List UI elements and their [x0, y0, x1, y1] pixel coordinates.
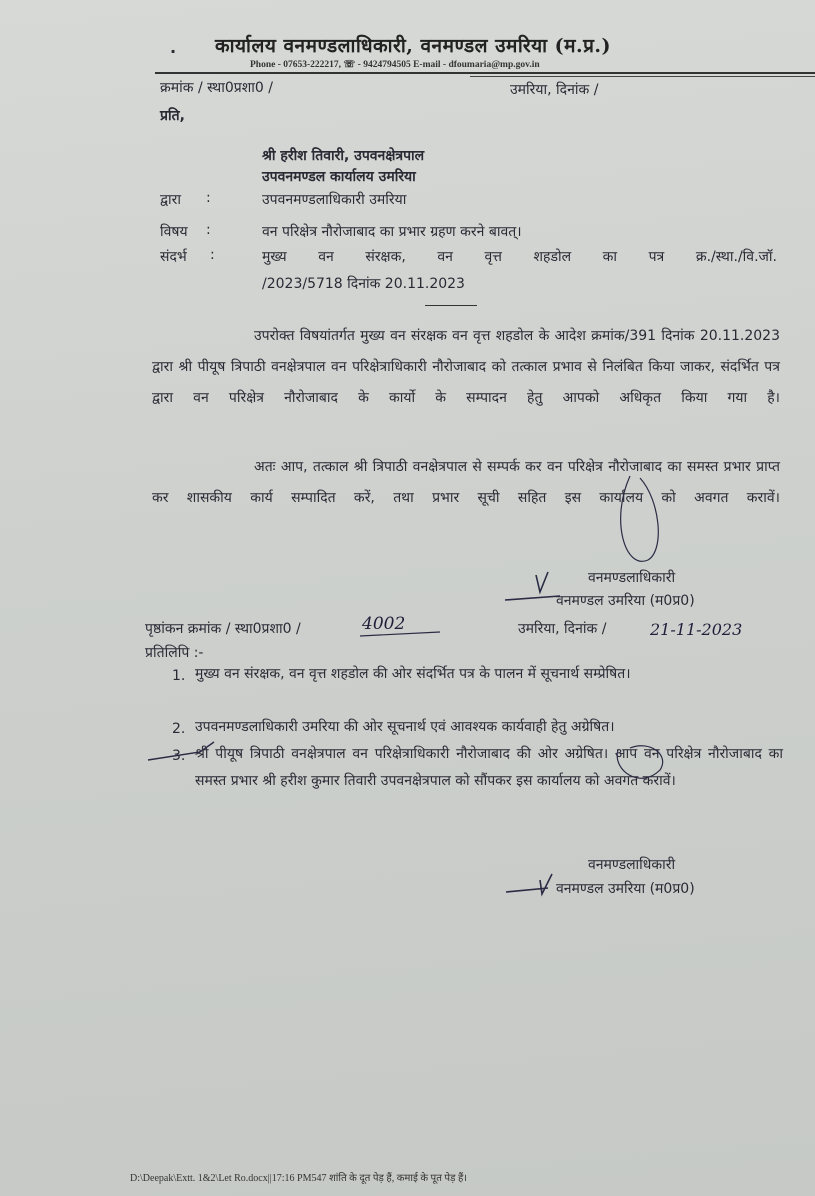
signature-mark-1 [505, 572, 560, 600]
endorsement-place-date: उमरिया, दिनांक / [518, 621, 607, 637]
file-path-footer: D:\Deepak\Extt. 1&2\Let Ro.docx||17:16 PM547 शांति के दूत पेड़ हैं, कमाई के पूत पेड़ हैं। [130, 1173, 468, 1184]
reference-label: संदर्भ [160, 249, 187, 265]
copy-item-3: श्री पीयूष त्रिपाठी वनक्षेत्रपाल वन परिक्षेत्राधिकारी नौरोजाबाद की ओर अग्रेषित। आप वन परिक्षेत्र नौरोजाबाद का समस्त प्रभार श्री हरीश कुमार तिवारी उपवनक्षेत्रपाल को सौंपकर इस कार्यालय को अवगत करावें। [195, 746, 783, 789]
signatory-designation-2: वनमण्डलाधिकारी [588, 857, 676, 873]
signatory-designation: वनमण्डलाधिकारी [588, 570, 676, 586]
contact-line: Phone - 07653-222217, ☏ - 9424794505 E-mail - dfoumaria@mp.gov.in [250, 60, 540, 70]
reference-line-1: मुख्य वन संरक्षक, वन वृत्त शहडोल का पत्र क्र./स्था./वि.जॉ. [262, 249, 777, 265]
copy-number-1: 1. [172, 668, 186, 684]
body-paragraph-2: अतः आप, तत्काल श्री त्रिपाठी वनक्षेत्रपाल से सम्पर्क कर वन परिक्षेत्र नौरोजाबाद का समस्त प्रभार प्राप्त कर शासकीय कार्य सम्पादित करें, तथा प्रभार सूची सहित इस कार्यालय को अवगत करावें। [152, 459, 780, 506]
copy-number-2: 2. [172, 721, 186, 737]
underline-number [360, 632, 440, 636]
through-label: द्वारा [160, 192, 182, 208]
copy-to-label: प्रतिलिपि :- [145, 645, 204, 661]
signatory-office-2: वनमण्डल उमरिया (म0प्र0) [556, 881, 695, 897]
handwritten-date: 21-11-2023 [650, 620, 743, 639]
through-colon: : [206, 190, 211, 206]
reference-line-2: /2023/5718 दिनांक 20.11.2023 [262, 276, 465, 292]
signatory-office: वनमण्डल उमरिया (म0प्र0) [556, 593, 695, 609]
addressee-name: श्री हरीश तिवारी, उपवनक्षेत्रपाल [262, 148, 425, 164]
copy-item-2: उपवनमण्डलाधिकारी उमरिया की ओर सूचनार्थ एवं आवश्यक कार्यवाही हेतु अग्रेषित। [195, 719, 615, 735]
copy-number-3: 3. [172, 748, 186, 764]
body-paragraph-1: उपरोक्त विषयांतर्गत मुख्य वन संरक्षक वन वृत्त शहडोल के आदेश क्रमांक/391 दिनांक 20.11.2023 द्वारा श्री पीयूष त्रिपाठी वनक्षेत्रपाल वन परिक्षेत्राधिकारी नौरोजाबाद को तत्काल प्रभाव से निलंबित किया जाकर, संदर्भित पत्र द्वारा वन परिक्षेत्र नौरोजाबाद के कार्यो के सम्पादन हेतु आपको अधिकृत किया गया है। [152, 328, 780, 406]
reference-colon: : [210, 247, 215, 263]
reference-number: क्रमांक / स्था0प्रशा0 / [160, 80, 273, 96]
signature-mark-2 [506, 874, 552, 894]
handwritten-number: 4002 [362, 614, 406, 634]
circle-mark [617, 746, 662, 779]
checkmark-copy-3 [148, 742, 214, 760]
subject-label: विषय [160, 224, 188, 240]
endorsement-number: पृष्ठांकन क्रमांक / स्था0प्रशा0 / [145, 621, 301, 637]
through-value: उपवनमण्डलाधिकारी उमरिया [262, 192, 407, 208]
subject-value: वन परिक्षेत्र नौरोजाबाद का प्रभार ग्रहण करने बावत्। [262, 224, 522, 240]
subject-colon: : [206, 222, 211, 238]
prati-label: प्रति, [160, 108, 185, 124]
copy-item-1: मुख्य वन संरक्षक, वन वृत्त शहडोल की ओर संदर्भित पत्र के पालन में सूचनार्थ सम्प्रेषित। [195, 666, 631, 682]
place-date: उमरिया, दिनांक / [510, 82, 599, 98]
letterhead-dot: . [170, 38, 177, 57]
addressee-office: उपवनमण्डल कार्यालय उमरिया [262, 169, 416, 185]
initial-loop [621, 476, 659, 561]
office-title: कार्यालय वनमण्डलाधिकारी, वनमण्डल उमरिया (म.प्र.) [215, 35, 612, 57]
